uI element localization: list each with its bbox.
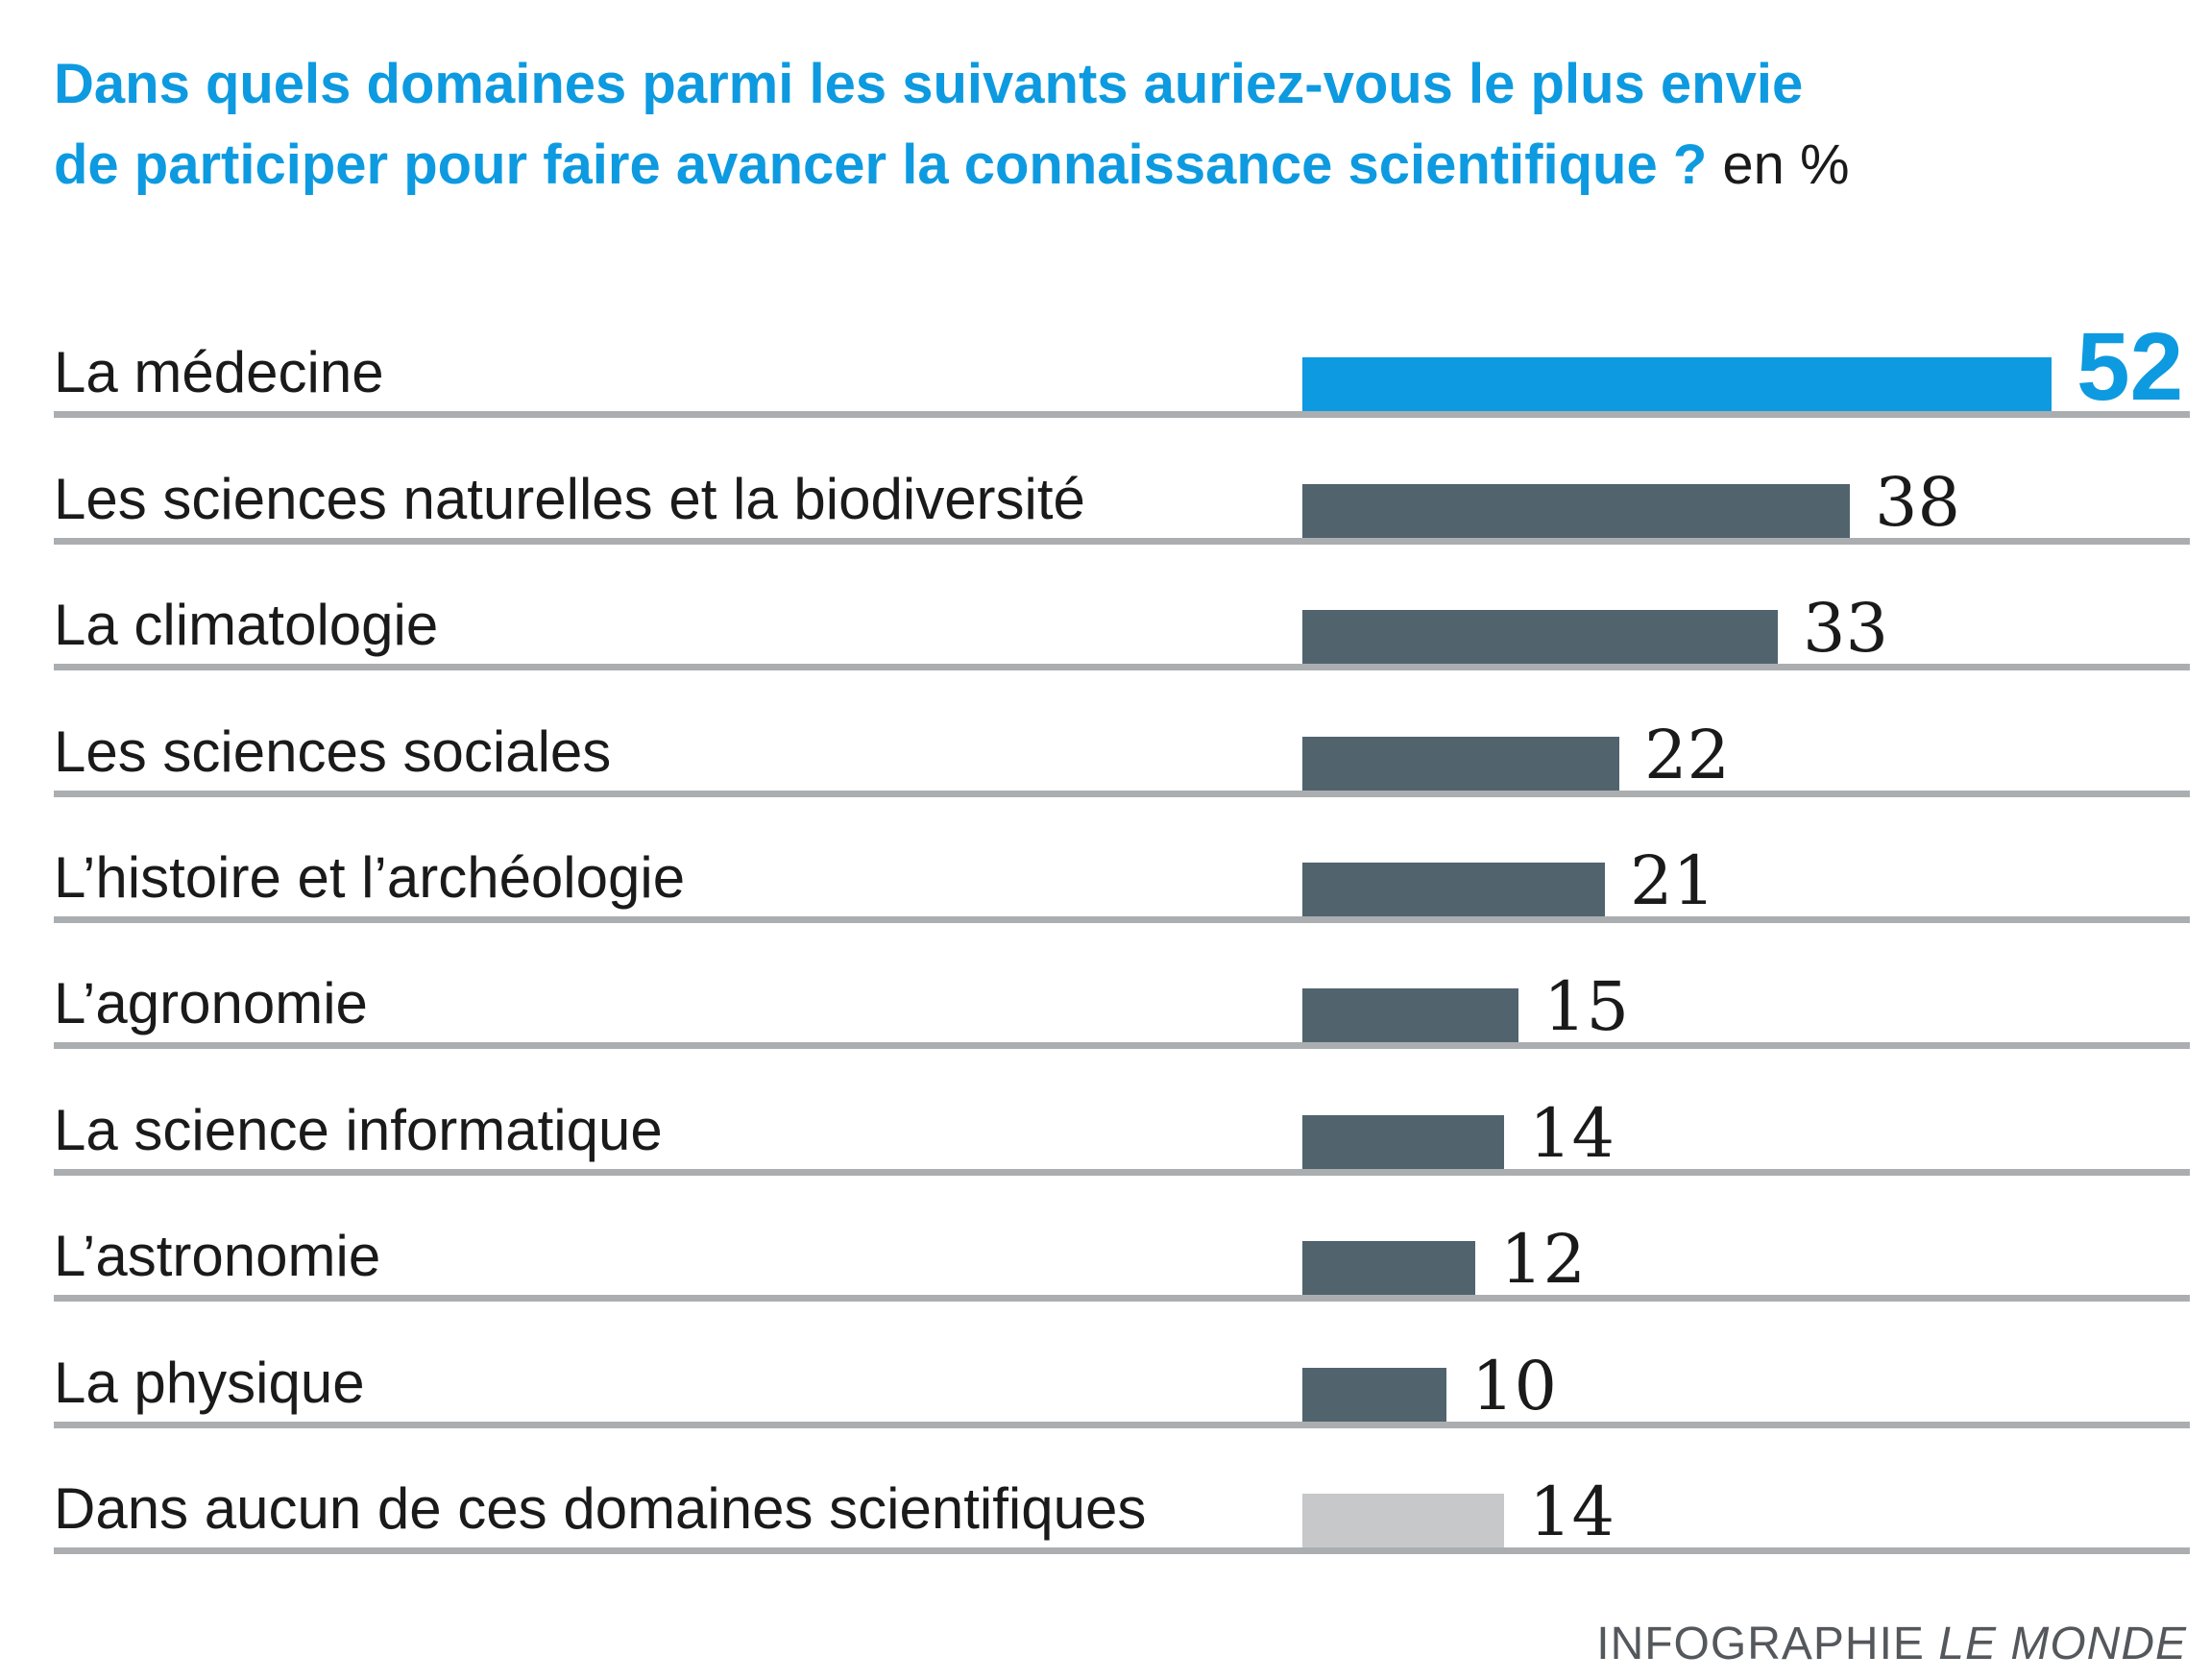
credit — [1596, 1621, 2187, 1668]
value-label: 38 — [1875, 462, 1961, 542]
value-label: 14 — [1529, 1472, 1615, 1551]
chart-row — [54, 923, 2190, 1049]
value-label: 22 — [1644, 715, 1731, 794]
bar — [1302, 1494, 1504, 1547]
chart-row — [54, 1302, 2190, 1427]
chart-row — [54, 545, 2190, 670]
category-label: La science informatique — [54, 1097, 663, 1162]
value-label: 14 — [1529, 1093, 1615, 1173]
category-label: L’histoire et l’archéologie — [54, 844, 686, 910]
title-line1: Dans quels domaines parmi les suivants auriez-vous le plus envie — [54, 53, 1804, 115]
value-label: 21 — [1630, 840, 1716, 920]
category-label: L’agronomie — [54, 971, 368, 1036]
bar — [1302, 1115, 1504, 1169]
title-line2: de participer pour faire avancer la connaissance scientifique ? — [54, 134, 1708, 197]
chart-row — [54, 1049, 2190, 1175]
chart-row — [54, 1428, 2190, 1554]
chart-row — [54, 797, 2190, 923]
credit-source: LE MONDE — [1938, 1619, 2187, 1669]
value-label: 33 — [1803, 589, 1889, 669]
bar — [1302, 1368, 1446, 1422]
chart-title — [54, 44, 1850, 206]
value-label: 52 — [2076, 313, 2184, 422]
bar — [1302, 357, 2052, 411]
chart-row — [54, 1176, 2190, 1302]
credit-prefix: INFOGRAPHIE — [1596, 1619, 1939, 1669]
category-label: Les sciences naturelles et la biodiversité — [54, 466, 1085, 531]
chart — [54, 292, 2190, 1554]
category-label: La climatologie — [54, 593, 439, 658]
category-label: L’astronomie — [54, 1224, 381, 1289]
bar — [1302, 484, 1850, 538]
bar — [1302, 863, 1605, 916]
bar — [1302, 988, 1518, 1042]
category-label: La physique — [54, 1350, 365, 1415]
bar — [1302, 610, 1778, 664]
unit-label: en % — [1722, 134, 1850, 197]
value-label: 15 — [1543, 967, 1630, 1047]
value-label: 10 — [1471, 1346, 1558, 1425]
bar — [1302, 737, 1619, 791]
chart-row — [54, 418, 2190, 544]
bar — [1302, 1241, 1475, 1295]
category-label: La médecine — [54, 340, 384, 405]
chart-row — [54, 292, 2190, 422]
value-label: 12 — [1500, 1220, 1587, 1300]
category-label: Dans aucun de ces domaines scientifiques — [54, 1475, 1147, 1541]
category-label: Les sciences sociales — [54, 718, 612, 784]
chart-row — [54, 670, 2190, 796]
